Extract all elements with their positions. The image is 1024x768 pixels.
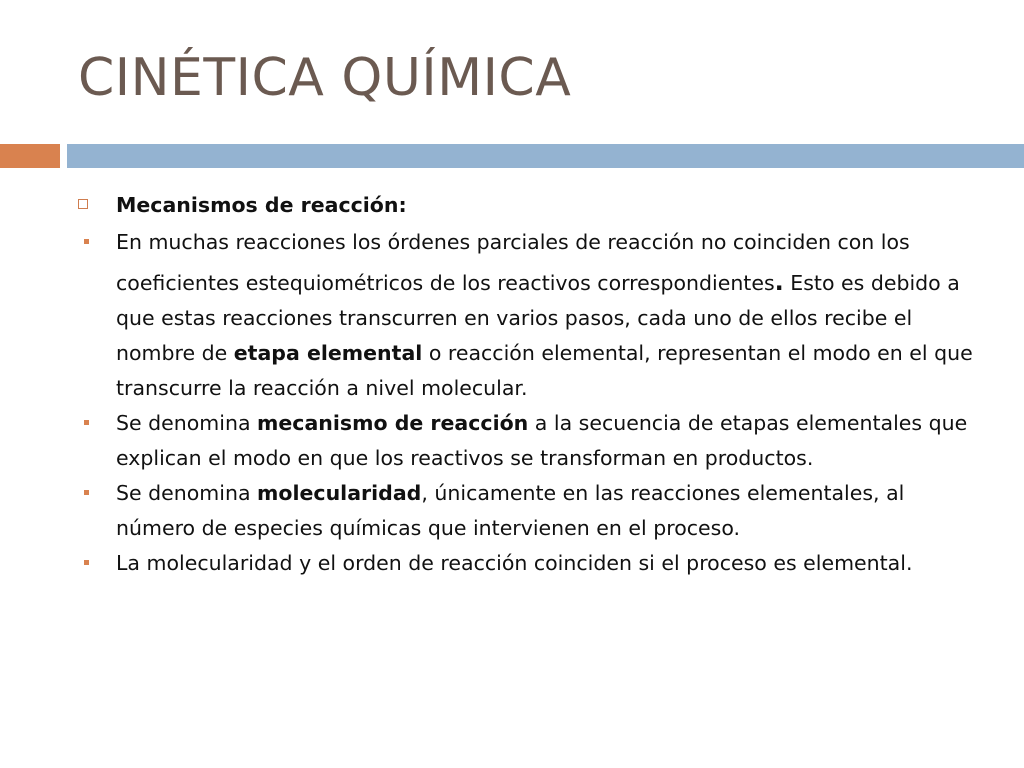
square-bullet-icon bbox=[84, 490, 89, 495]
slide-content bbox=[78, 188, 978, 581]
square-bullet-icon bbox=[84, 560, 89, 565]
list-item bbox=[78, 546, 978, 581]
orange-accent-bar bbox=[0, 144, 60, 168]
list-item bbox=[78, 476, 978, 546]
list-item-bold-term: molecularidad bbox=[257, 481, 422, 505]
square-bullet-icon bbox=[84, 239, 89, 244]
list-item-text bbox=[116, 265, 978, 406]
list-item-text-pre: Se denomina bbox=[116, 411, 258, 435]
list-item-text: La molecularidad y el orden de reacción coinciden si el proceso es elemental. bbox=[116, 551, 913, 575]
list-item-text-b: Esto es debido a que estas reacciones transcurren en varios pasos, cada uno de ellos recibe el nombre de bbox=[116, 271, 960, 365]
checkbox-icon bbox=[78, 199, 88, 209]
list-item-text-pre: Se denomina bbox=[116, 481, 258, 505]
list-item bbox=[78, 225, 978, 406]
list-item-bold-term: etapa elemental bbox=[233, 341, 423, 365]
page-title: CINÉTICA QUÍMICA bbox=[78, 48, 572, 108]
list-item-text-post: , únicamente en las reacciones elementales, al número de especies químicas que intervienen en el proceso. bbox=[116, 481, 905, 540]
list-item-text-post: a la secuencia de etapas elementales que explican el modo en que los reactivos se transforman en productos. bbox=[116, 411, 968, 470]
section-heading bbox=[78, 188, 978, 223]
list-item-line1: En muchas reacciones los órdenes parciales de reacción no coinciden con los bbox=[116, 230, 910, 254]
list-item bbox=[78, 406, 978, 476]
list-item-bold-term: mecanismo de reacción bbox=[257, 411, 529, 435]
section-heading-text: Mecanismos de reacción: bbox=[116, 193, 407, 217]
list-item-text-a: coeficientes estequiométricos de los reactivos correspondientes bbox=[116, 271, 775, 295]
list-item-text-c: o reacción elemental, representan el modo en el que transcurre la reacción a nivel molecular. bbox=[116, 341, 973, 400]
square-bullet-icon bbox=[84, 420, 89, 425]
list-item-period: . bbox=[774, 268, 784, 296]
blue-accent-bar bbox=[67, 144, 1024, 168]
